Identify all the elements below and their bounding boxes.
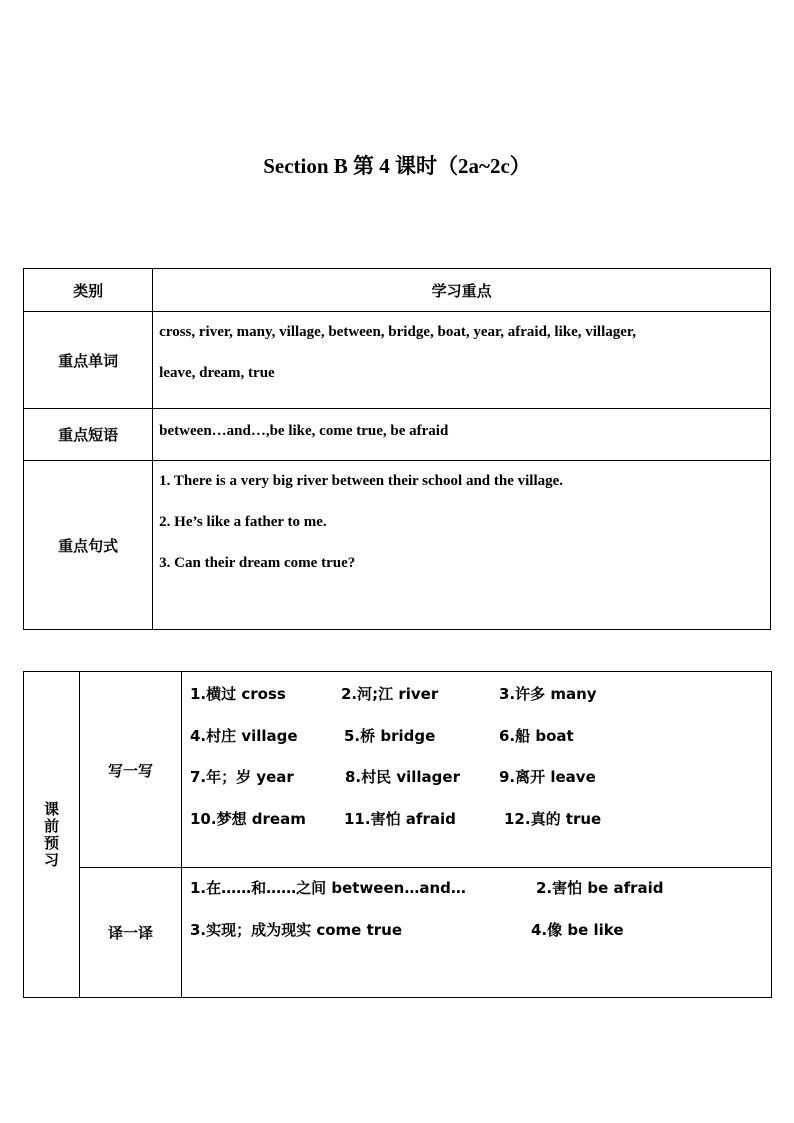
list-item: 10.梦想 dream [190,809,306,828]
content-line: 3. Can their dream come true? [159,555,356,571]
preview-table [23,671,772,998]
row-category-phrases: 重点短语 [24,409,153,461]
list-item: 5.桥 bridge [344,726,436,745]
content-line: 1. There is a very big river between their school and the village. [159,473,564,489]
header-focus: 学习重点 [153,269,771,312]
list-item: 1.在……和……之间 between…and… [190,879,466,897]
row-category-words: 重点单词 [24,312,153,409]
write-label: 写一写 [80,672,182,868]
content-line: cross, river, many, village, between, bridge, boat, year, afraid, like, villager, [159,324,636,340]
translate-items [182,868,772,998]
table-row [24,312,771,409]
list-item: 4.像 be like [531,920,624,939]
translate-label: 译一译 [80,868,182,998]
list-item: 9.离开 leave [499,768,596,786]
table-row [24,461,771,630]
table-row [24,672,772,868]
list-item: 2.河;江 river [341,685,439,703]
list-item: 4.村庄 village [190,726,298,745]
page-title: Section B 第 4 课时（2a~2c） [263,154,531,178]
list-item: 2.害怕 be afraid [536,879,664,897]
row-content-words [153,312,771,409]
write-items [182,672,772,868]
list-item: 3.许多 many [499,685,597,703]
table-row [24,868,772,998]
list-item: 12.真的 true [504,809,602,828]
row-content-phrases [153,409,771,461]
content-line: 2. He’s like a father to me. [159,514,327,530]
table-row [24,409,771,461]
content-line: between…and…,be like, come true, be afraid [159,423,449,439]
section-label-preview: 课 前 预 习 [24,672,80,998]
header-category: 类别 [24,269,153,312]
list-item: 8.村民 villager [345,768,460,786]
list-item: 1.横过 cross [190,685,286,703]
list-item: 7.年；岁 year [190,768,294,786]
table-header-row [24,269,771,312]
key-points-table [23,268,771,630]
content-line: leave, dream, true [159,365,275,381]
row-category-sentences: 重点句式 [24,461,153,630]
list-item: 11.害怕 afraid [344,809,456,828]
list-item: 6.船 boat [499,726,574,745]
row-content-sentences [153,461,771,630]
list-item: 3.实现；成为现实 come true [190,920,403,939]
